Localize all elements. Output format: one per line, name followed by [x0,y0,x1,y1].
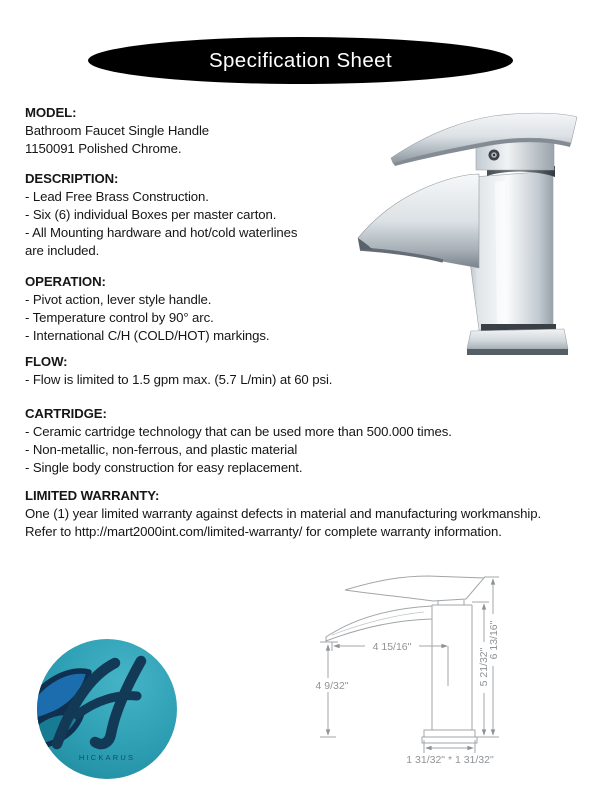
drawing-spout [326,606,432,641]
warranty-heading: LIMITED WARRANTY: [25,488,160,503]
flow-line: - Flow is limited to 1.5 gpm max. (5.7 L/min) at 60 psi. [25,372,333,387]
page-title: Specification Sheet [208,48,393,72]
flow-heading: FLOW: [25,354,68,369]
technical-drawing [298,556,598,796]
body-highlight [495,181,507,328]
section-cartridge [25,405,452,477]
faucet-spout [358,174,479,268]
dim-body-height: 5 21/32" [478,647,490,687]
description-line: - Lead Free Brass Construction. [25,189,209,204]
section-warranty [25,487,541,541]
cartridge-line: - Non-metallic, non-ferrous, and plastic material [25,442,298,457]
model-line: 1150091 Polished Chrome. [25,141,182,156]
section-description [25,170,297,260]
section-model [25,104,209,158]
model-heading: MODEL: [25,105,77,120]
description-line: - All Mounting hardware and hot/cold waterlines [25,225,298,240]
operation-heading: OPERATION: [25,274,106,289]
warranty-line: One (1) year limited warranty against defects in material and manufacturing workmanship. [25,506,542,521]
operation-line: - Temperature control by 90° arc. [25,310,214,325]
dim-spout-height: 4 9/32" [315,680,349,692]
faucet-base [467,329,568,349]
dim-base-footprint: 1 31/32" * 1 31/32" [406,754,494,766]
dim-overall-height: 6 13/16" [488,620,500,660]
handle-screw-dot [493,154,495,156]
drawing-body [432,605,472,730]
description-line: - Six (6) individual Boxes per master carton. [25,207,277,222]
warranty-line: Refer to http://mart2000int.com/limited-warranty/ for complete warranty information. [25,524,502,539]
description-line: are included. [25,243,100,258]
section-flow [25,353,332,389]
drawing-lever [345,576,484,601]
product-photo-faucet [330,108,592,368]
section-operation [25,273,269,345]
dim-spout-reach: 4 15/16" [372,641,412,653]
cartridge-line: - Single body construction for easy replacement. [25,460,303,475]
operation-line: - Pivot action, lever style handle. [25,292,212,307]
description-heading: DESCRIPTION: [25,171,119,186]
model-line: Bathroom Faucet Single Handle [25,123,210,138]
cartridge-line: - Ceramic cartridge technology that can be used more than 500.000 times. [25,424,452,439]
logo-brand-text: HICKARUS [78,753,136,762]
cartridge-heading: CARTRIDGE: [25,406,107,421]
title-banner [88,37,513,84]
brand-logo [34,636,180,782]
base-bottom-edge [467,349,568,355]
operation-line: - International C/H (COLD/HOT) markings. [25,328,270,343]
drawing-base [422,730,477,743]
